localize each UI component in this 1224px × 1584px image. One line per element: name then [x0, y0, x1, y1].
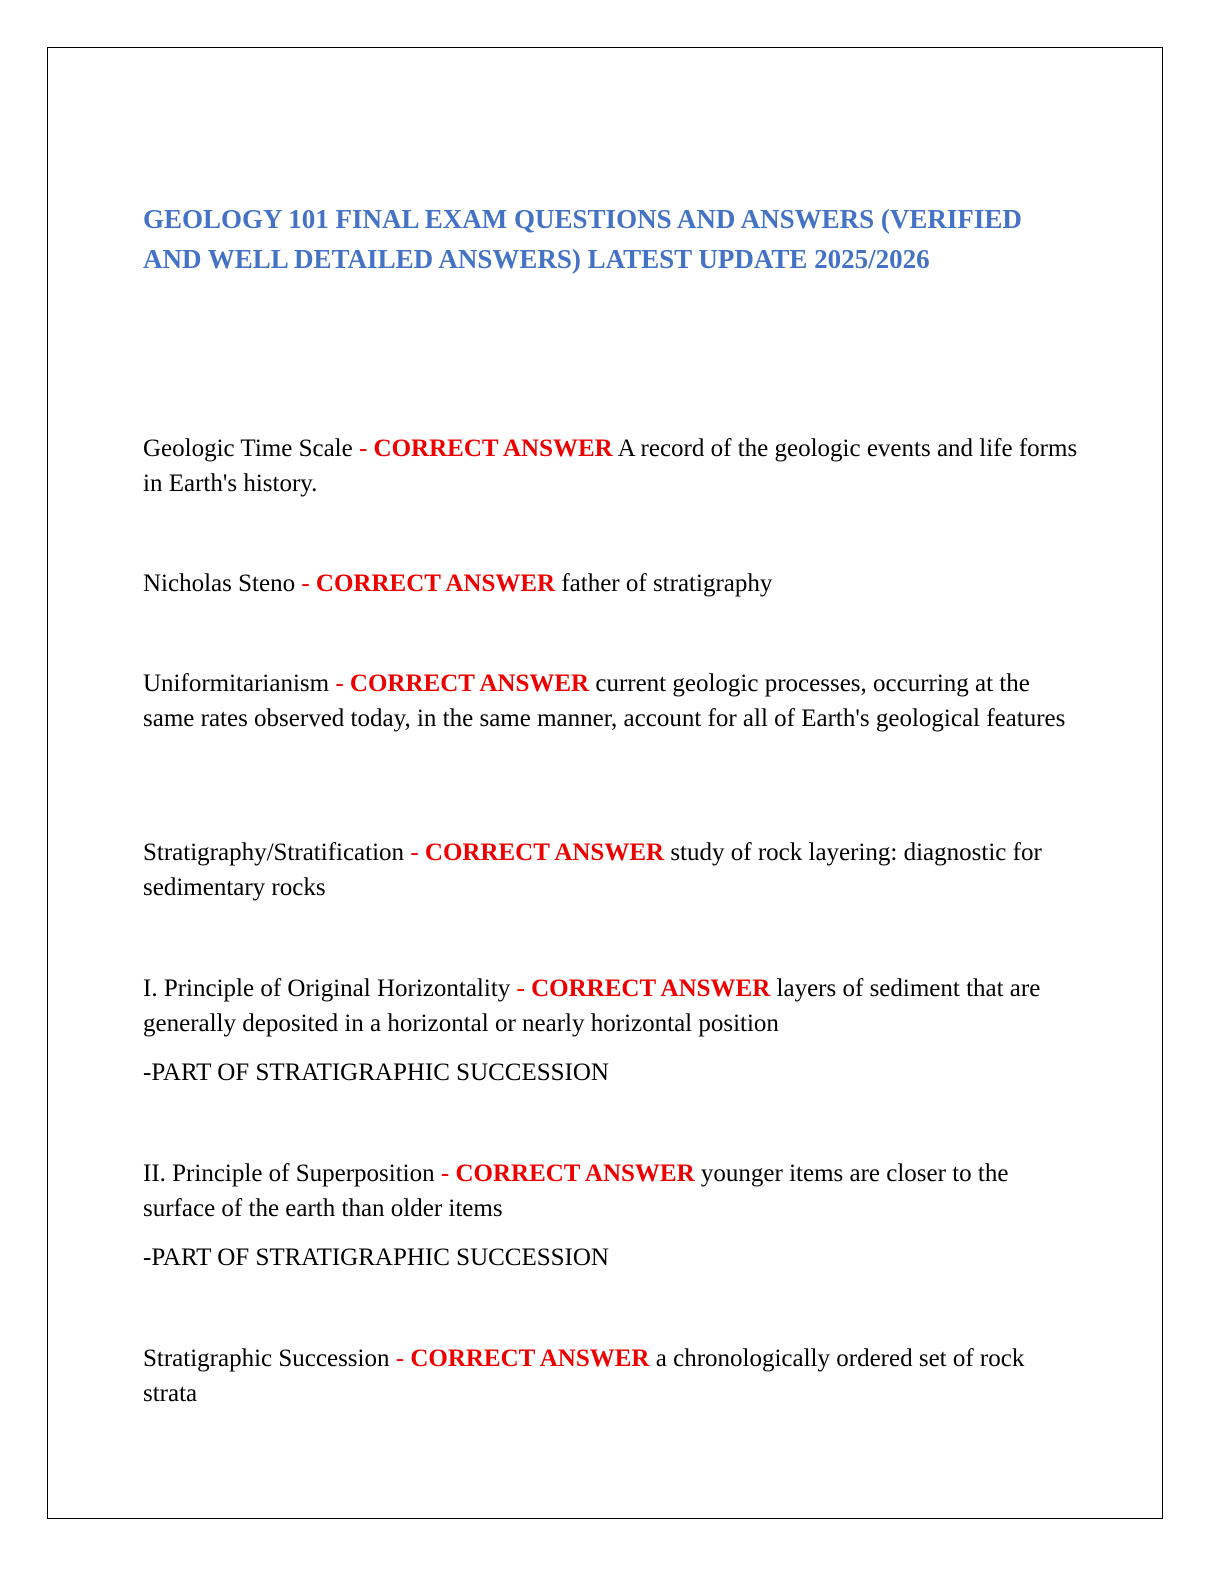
entry-uniformitarianism — [143, 667, 1078, 736]
document-title: GEOLOGY 101 FINAL EXAM QUESTIONS AND ANSWERS (VERIFIED AND WELL DETAILED ANSWERS) LATEST UPDATE 2025/2026 — [143, 204, 1022, 274]
correct-answer-label: CORRECT ANSWER — [373, 435, 613, 462]
entry-term: Stratigraphic Succession — [143, 1345, 390, 1372]
correct-answer-label: CORRECT ANSWER — [455, 1160, 695, 1187]
entry-separator: - — [395, 1345, 405, 1372]
entry-separator: - — [335, 670, 344, 697]
entry-term: I. Principle of Original Horizontality — [143, 975, 511, 1002]
entry-superposition — [143, 1157, 1078, 1226]
correct-answer-label: CORRECT ANSWER — [531, 975, 771, 1002]
entry-definition: A record of the geologic events and life forms in Earth's history. — [143, 435, 1078, 497]
correct-answer-label: CORRECT ANSWER — [315, 570, 556, 597]
entry-term: Stratigraphy/Stratification — [143, 839, 405, 866]
entry-definition: father of stratigraphy — [561, 570, 773, 597]
entry-definition: layers of sediment that are generally deposited in a horizontal or nearly horizontal position — [143, 975, 1041, 1037]
entry-definition: study of rock layering: diagnostic for sedimentary rocks — [143, 839, 1042, 901]
entry-definition: current geologic processes, occurring at the same rates observed today, in the same manner, account for all of Earth's geological features — [143, 670, 1066, 732]
entry-definition: younger items are closer to the surface of the earth than older items — [143, 1160, 1009, 1222]
entry-separator: - — [410, 839, 419, 866]
entry-note: -PART OF STRATIGRAPHIC SUCCESSION — [143, 1244, 609, 1271]
entry-separator: - — [358, 435, 368, 462]
correct-answer-label: CORRECT ANSWER — [410, 1345, 650, 1372]
entry-original-horizontality — [143, 972, 1078, 1041]
entry-stratigraphy — [143, 836, 1078, 905]
entry-term: Nicholas Steno — [143, 570, 296, 597]
entry-definition: a chronologically ordered set of rock strata — [143, 1345, 1025, 1407]
entry-note: -PART OF STRATIGRAPHIC SUCCESSION — [143, 1059, 609, 1086]
correct-answer-label: CORRECT ANSWER — [424, 839, 665, 866]
correct-answer-label: CORRECT ANSWER — [349, 670, 590, 697]
entry-separator: - — [301, 570, 310, 597]
entry-stratigraphic-succession — [143, 1342, 1078, 1411]
entry-separator: - — [516, 975, 525, 1002]
entry-term: Geologic Time Scale — [143, 435, 353, 462]
entry-term: Uniformitarianism — [143, 670, 330, 697]
entry-geologic-time-scale — [143, 432, 1078, 501]
entry-nicholas-steno — [143, 567, 1078, 602]
entry-term: II. Principle of Superposition — [143, 1160, 435, 1187]
entry-separator: - — [440, 1160, 450, 1187]
